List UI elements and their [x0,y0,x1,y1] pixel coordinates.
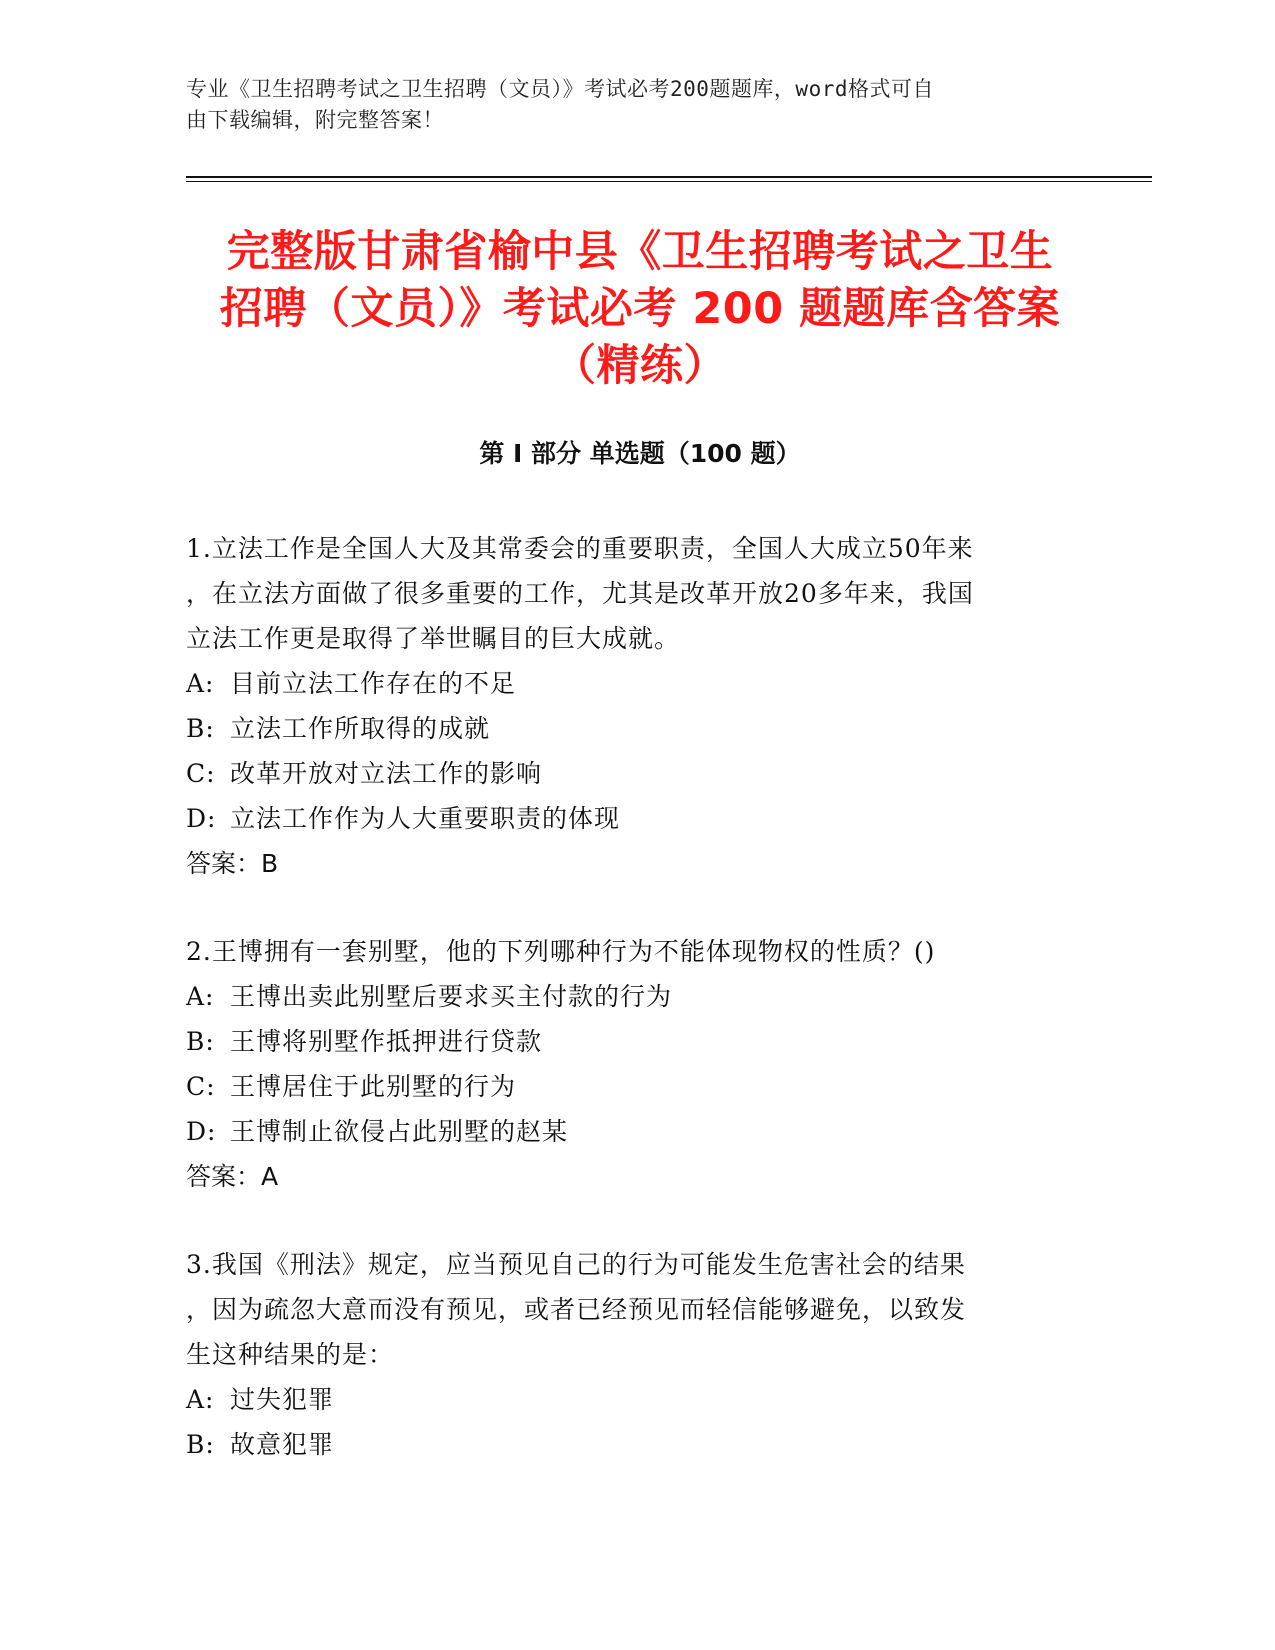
option-letter: D: [186,804,217,833]
option-text: 立法工作作为人大重要职责的体现 [230,804,621,833]
document-title-line-3: （精练） [553,341,727,391]
question-3 [186,1242,1066,1467]
option-letter: B: [186,714,215,743]
header-divider-thick [186,176,1152,178]
document-title-line-1: 完整版甘肃省榆中县《卫生招聘考试之卫生 [226,227,1054,277]
question-text-line: 生这种结果的是： [186,1340,395,1369]
option-c [186,1064,1066,1109]
option-text: 故意犯罪 [230,1430,335,1459]
header-note-line-2: 由下载编辑，附完整答案！ [186,108,444,132]
option-letter: C: [186,1072,216,1101]
question-text-line: 3.我国《刑法》规定，应当预见自己的行为可能发生危害社会的结果 [186,1250,966,1279]
option-letter: A: [186,982,215,1011]
option-a [186,974,1066,1019]
question-text-line: 立法工作更是取得了举世瞩目的巨大成就。 [186,624,681,653]
option-b [186,706,1066,751]
question-text-line: ，因为疏忽大意而没有预见，或者已经预见而轻信能够避免，以致发 [186,1295,967,1324]
header-divider-thin [186,181,1152,182]
option-letter: D: [186,1117,217,1146]
option-text: 王博制止欲侵占此别墅的赵某 [230,1117,569,1146]
option-b [186,1019,1066,1064]
option-a [186,1377,1066,1422]
option-text: 过失犯罪 [230,1385,335,1414]
question-text-line: ，在立法方面做了很多重要的工作，尤其是改革开放20多年来，我国 [186,579,974,608]
option-b [186,1422,1066,1467]
option-c [186,751,1066,796]
option-text: 改革开放对立法工作的影响 [230,759,543,788]
header-note [186,74,1066,136]
option-letter: A: [186,669,215,698]
answer: 答案：B [186,849,279,878]
option-letter: C: [186,759,216,788]
document-title-line-2: 招聘（文员）》考试必考 200 题题库含答案 [219,284,1061,334]
question-text-line: 2.王博拥有一套别墅，他的下列哪种行为不能体现物权的性质？() [186,937,936,966]
option-text: 目前立法工作存在的不足 [230,669,517,698]
document-title [186,224,1094,395]
option-d [186,1109,1066,1154]
question-text-line: 1.立法工作是全国人大及其常委会的重要职责，全国人大成立50年来 [186,534,974,563]
answer: 答案：A [186,1162,279,1191]
option-d [186,796,1066,841]
question-list [186,526,1066,1510]
question-2 [186,929,1066,1199]
option-text: 立法工作所取得的成就 [230,714,491,743]
section-heading: 第 I 部分 单选题（100 题） [479,439,801,468]
option-letter: B: [186,1430,215,1459]
header-note-line-1: 专业《卫生招聘考试之卫生招聘（文员）》考试必考200题题库，word格式可自 [186,77,934,101]
option-a [186,661,1066,706]
option-text: 王博将别墅作抵押进行贷款 [230,1027,543,1056]
question-1 [186,526,1066,886]
option-text: 王博出卖此别墅后要求买主付款的行为 [230,982,673,1011]
option-letter: B: [186,1027,215,1056]
option-letter: A: [186,1385,215,1414]
option-text: 王博居住于此别墅的行为 [230,1072,517,1101]
